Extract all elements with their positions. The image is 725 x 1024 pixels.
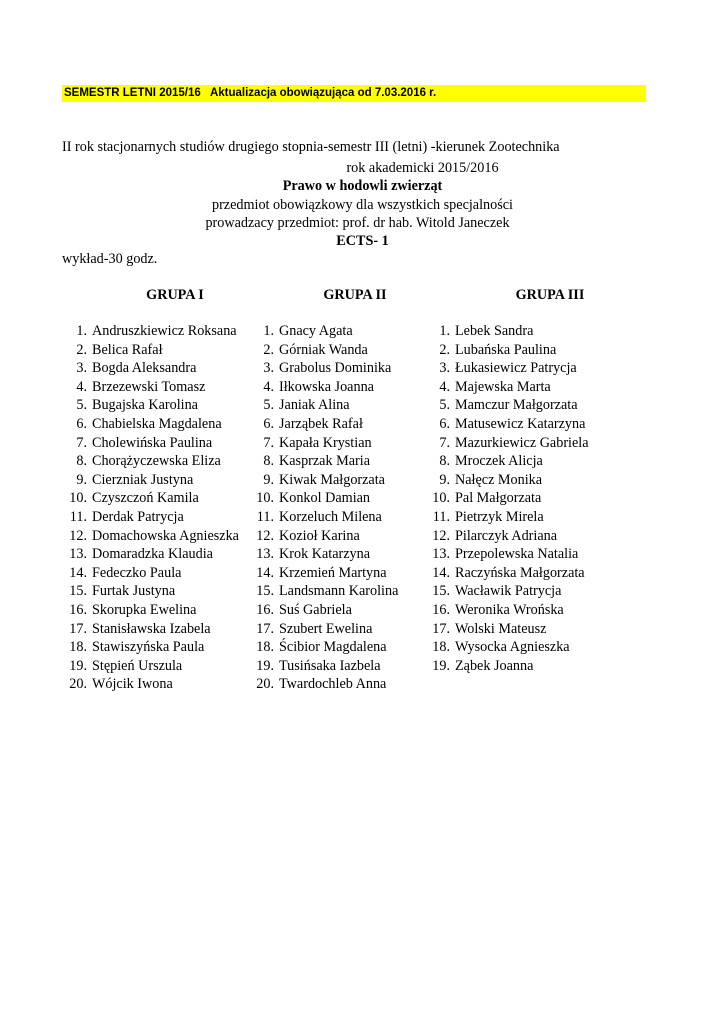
student-row	[425, 471, 589, 490]
student-name: Suś Gabriela	[279, 601, 352, 618]
student-row	[249, 434, 398, 453]
student-row	[425, 489, 589, 508]
student-row	[425, 452, 589, 471]
student-number: 12.	[69, 527, 87, 544]
student-number: 1.	[76, 323, 87, 339]
student-row	[425, 322, 589, 341]
student-row	[425, 415, 589, 434]
student-row	[249, 452, 398, 471]
student-number: 7.	[439, 434, 450, 451]
student-row	[62, 378, 239, 397]
student-row	[62, 489, 239, 508]
student-row	[425, 620, 589, 639]
student-row	[249, 657, 398, 676]
student-name: Bogda Aleksandra	[92, 360, 197, 377]
student-row	[249, 638, 398, 657]
student-number: 4.	[439, 378, 450, 395]
student-row	[62, 359, 239, 378]
student-row	[249, 545, 398, 564]
student-name: Gnacy Agata	[279, 323, 353, 339]
student-name: Kozioł Karina	[279, 527, 360, 544]
student-name: Lebek Sandra	[455, 323, 534, 339]
student-name: Górniak Wanda	[279, 341, 368, 358]
student-name: Kapała Krystian	[279, 434, 372, 451]
student-number: 10.	[69, 490, 87, 507]
student-row	[62, 415, 239, 434]
study-program-line: II rok stacjonarnych studiów drugiego stopnia-semestr III (letni) -kierunek Zootechnika	[62, 139, 560, 155]
student-number: 6.	[76, 415, 87, 432]
student-number: 20.	[256, 676, 274, 693]
student-number: 11.	[69, 508, 87, 525]
student-name: Wysocka Agnieszka	[455, 639, 570, 656]
student-name: Bugajska Karolina	[92, 397, 198, 414]
student-number: 18.	[432, 639, 450, 656]
course-title: Prawo w hodowli zwierząt	[282, 178, 443, 194]
student-name: Stawiszyńska Paula	[92, 639, 205, 656]
student-number: 7.	[263, 434, 274, 451]
student-row	[62, 675, 239, 694]
student-number: 13.	[69, 546, 87, 563]
student-name: Czyszczoń Kamila	[92, 490, 199, 507]
student-number: 6.	[439, 415, 450, 432]
group-2-list	[249, 322, 398, 694]
student-row	[425, 564, 589, 583]
student-name: Grabolus Dominika	[279, 360, 392, 377]
semester-banner	[62, 85, 646, 102]
student-row	[62, 322, 239, 341]
student-name: Mamczur Małgorzata	[455, 397, 578, 414]
student-row	[425, 396, 589, 415]
student-name: Belica Rafał	[92, 341, 163, 358]
group-1-list	[62, 322, 239, 694]
student-row	[425, 582, 589, 601]
student-name: Janiak Alina	[279, 397, 350, 414]
student-number: 4.	[263, 378, 274, 395]
student-number: 1.	[439, 323, 450, 339]
student-row	[249, 489, 398, 508]
student-name: Majewska Marta	[455, 378, 551, 395]
student-number: 10.	[256, 490, 274, 507]
student-row	[425, 341, 589, 360]
student-row	[249, 396, 398, 415]
student-row	[425, 508, 589, 527]
student-row	[249, 415, 398, 434]
student-number: 19.	[432, 657, 450, 674]
student-row	[62, 601, 239, 620]
student-number: 17.	[69, 620, 87, 637]
student-name: Krok Katarzyna	[279, 546, 370, 563]
banner-update: Aktualizacja obowiązująca od 7.03.2016 r.	[209, 87, 437, 99]
student-number: 2.	[76, 341, 87, 358]
student-row	[425, 527, 589, 546]
student-row	[62, 657, 239, 676]
student-name: Weronika Wrońska	[455, 601, 564, 618]
student-row	[62, 620, 239, 639]
student-name: Kasprzak Maria	[279, 453, 370, 470]
student-number: 9.	[263, 471, 274, 488]
student-name: Mazurkiewicz Gabriela	[455, 434, 589, 451]
student-row	[62, 527, 239, 546]
student-row	[249, 471, 398, 490]
student-row	[249, 601, 398, 620]
student-row	[425, 638, 589, 657]
student-number: 11.	[432, 508, 450, 525]
student-row	[62, 564, 239, 583]
student-name: Lubańska Paulina	[455, 341, 557, 358]
student-row	[62, 545, 239, 564]
student-name: Fedeczko Paula	[92, 564, 182, 581]
student-row	[425, 434, 589, 453]
academic-year: rok akademicki 2015/2016	[346, 160, 499, 176]
student-row	[249, 508, 398, 527]
student-number: 19.	[69, 657, 87, 674]
student-row	[425, 601, 589, 620]
student-name: Szubert Ewelina	[279, 620, 373, 637]
student-number: 14.	[256, 564, 274, 581]
student-number: 13.	[432, 546, 450, 563]
student-number: 7.	[76, 434, 87, 451]
student-number: 12.	[432, 527, 450, 544]
student-number: 5.	[263, 397, 274, 414]
student-row	[425, 359, 589, 378]
group-3-title: GRUPA III	[515, 287, 585, 303]
student-name: Korzeluch Milena	[279, 508, 382, 525]
student-row	[249, 527, 398, 546]
student-name: Domaradzka Klaudia	[92, 546, 213, 563]
student-name: Matusewicz Katarzyna	[455, 415, 586, 432]
student-name: Stępień Urszula	[92, 657, 183, 674]
student-number: 17.	[432, 620, 450, 637]
student-number: 2.	[439, 341, 450, 358]
student-name: Landsmann Karolina	[279, 583, 399, 600]
student-name: Jarząbek Rafał	[279, 415, 363, 432]
student-number: 18.	[256, 639, 274, 656]
student-name: Wacławik Patrycja	[455, 583, 562, 600]
student-number: 6.	[263, 415, 274, 432]
student-row	[62, 341, 239, 360]
student-name: Cierzniak Justyna	[92, 471, 194, 488]
student-row	[249, 359, 398, 378]
student-name: Domachowska Agnieszka	[92, 527, 239, 544]
student-name: Ząbek Joanna	[455, 657, 534, 674]
student-number: 16.	[256, 601, 274, 618]
student-row	[249, 620, 398, 639]
student-number: 3.	[439, 360, 450, 377]
student-name: Mroczek Alicja	[455, 453, 543, 470]
student-name: Wolski Mateusz	[455, 620, 547, 637]
student-name: Tusińsaka Iazbela	[279, 657, 381, 674]
student-number: 4.	[76, 378, 87, 395]
student-number: 19.	[256, 657, 274, 674]
student-row	[249, 675, 398, 694]
student-number: 1.	[263, 323, 274, 339]
student-name: Andruszkiewicz Roksana	[92, 323, 237, 339]
student-number: 9.	[439, 471, 450, 488]
student-row	[425, 657, 589, 676]
student-row	[249, 341, 398, 360]
student-name: Nałęcz Monika	[455, 471, 543, 488]
student-number: 16.	[69, 601, 87, 618]
student-name: Wójcik Iwona	[92, 676, 173, 693]
student-name: Krzemień Martyna	[279, 564, 387, 581]
student-number: 8.	[76, 453, 87, 470]
group-2-title: GRUPA II	[323, 287, 387, 303]
group-1-title: GRUPA I	[146, 287, 204, 303]
student-row	[249, 378, 398, 397]
student-name: Łukasiewicz Patrycja	[455, 360, 577, 377]
student-row	[425, 545, 589, 564]
student-name: Konkol Damian	[279, 490, 371, 507]
student-number: 2.	[263, 341, 274, 358]
student-row	[62, 508, 239, 527]
student-name: Ścibior Magdalena	[279, 639, 387, 656]
student-row	[249, 564, 398, 583]
student-number: 5.	[76, 397, 87, 414]
student-name: Kiwak Małgorzata	[279, 471, 385, 488]
student-number: 14.	[432, 564, 450, 581]
student-number: 10.	[432, 490, 450, 507]
student-row	[249, 322, 398, 341]
student-name: Twardochleb Anna	[279, 676, 387, 693]
student-number: 16.	[432, 601, 450, 618]
student-name: Skorupka Ewelina	[92, 601, 197, 618]
student-row	[62, 471, 239, 490]
student-name: Iłkowska Joanna	[279, 378, 374, 395]
lecture-hours: wykład-30 godz.	[62, 251, 158, 267]
student-number: 17.	[256, 620, 274, 637]
student-number: 9.	[76, 471, 87, 488]
student-name: Chabielska Magdalena	[92, 415, 222, 432]
student-name: Furtak Justyna	[92, 583, 176, 600]
student-row	[62, 452, 239, 471]
student-name: Przepolewska Natalia	[455, 546, 579, 563]
student-number: 14.	[69, 564, 87, 581]
student-name: Pilarczyk Adriana	[455, 527, 558, 544]
student-name: Stanisławska Izabela	[92, 620, 211, 637]
student-name: Pietrzyk Mirela	[455, 508, 544, 525]
student-number: 8.	[263, 453, 274, 470]
student-row	[62, 638, 239, 657]
student-number: 15.	[432, 583, 450, 600]
student-number: 20.	[69, 676, 87, 693]
student-name: Pal Małgorzata	[455, 490, 542, 507]
student-number: 5.	[439, 397, 450, 414]
student-row	[62, 582, 239, 601]
course-lecturer: prowadzacy przedmiot: prof. dr hab. Witold Janeczek	[205, 215, 510, 231]
student-name: Cholewińska Paulina	[92, 434, 213, 451]
student-name: Raczyńska Małgorzata	[455, 564, 585, 581]
student-row	[425, 378, 589, 397]
student-number: 18.	[69, 639, 87, 656]
student-name: Brzezewski Tomasz	[92, 378, 206, 395]
ects-credits: ECTS- 1	[336, 233, 389, 249]
student-number: 3.	[76, 360, 87, 377]
banner-semester: SEMESTR LETNI 2015/16	[64, 87, 201, 99]
student-number: 3.	[263, 360, 274, 377]
student-number: 8.	[439, 453, 450, 470]
student-number: 15.	[69, 583, 87, 600]
course-type: przedmiot obowiązkowy dla wszystkich specjalności	[211, 197, 513, 213]
student-number: 13.	[256, 546, 274, 563]
student-number: 15.	[256, 583, 274, 600]
student-row	[249, 582, 398, 601]
student-number: 12.	[256, 527, 274, 544]
student-number: 11.	[256, 508, 274, 525]
student-row	[62, 434, 239, 453]
student-row	[62, 396, 239, 415]
group-3-list	[425, 322, 589, 675]
student-name: Derdak Patrycja	[92, 508, 184, 525]
student-name: Chorążyczewska Eliza	[92, 453, 221, 470]
